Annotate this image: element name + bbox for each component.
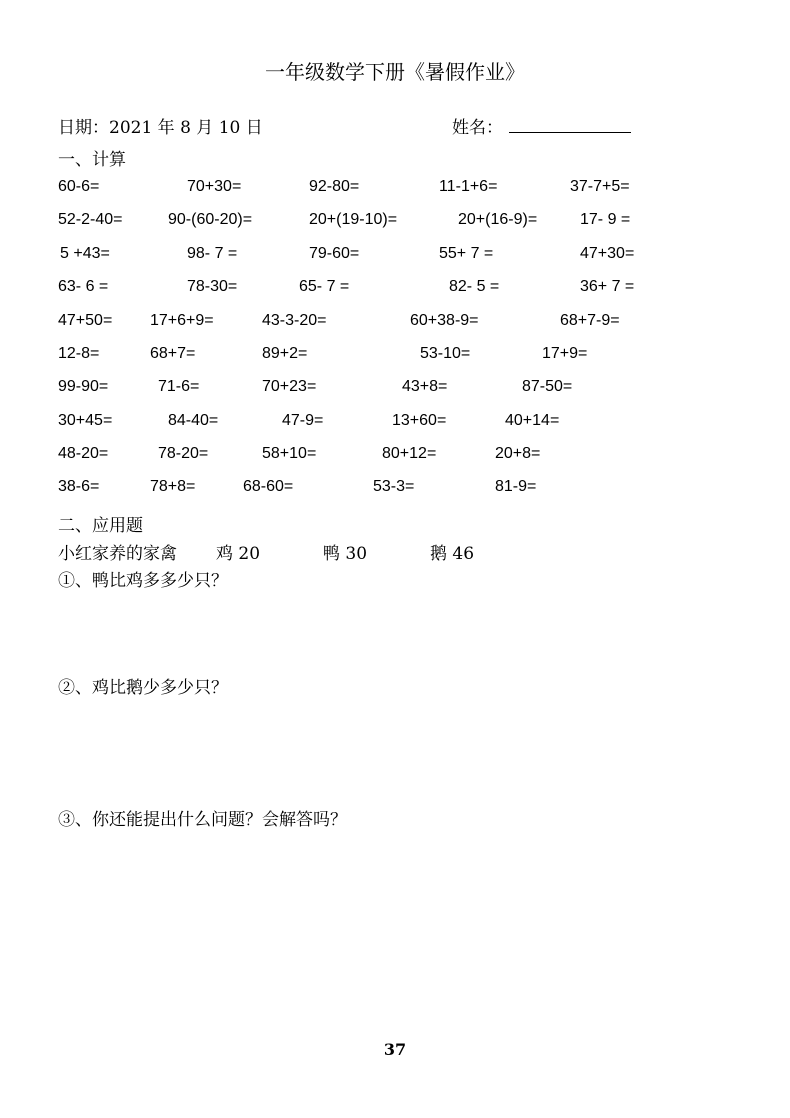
calc-problem: 70+30= <box>187 178 242 195</box>
name-label: 姓名： <box>452 118 503 138</box>
question-3: ③、你还能提出什么问题？会解答吗？ <box>58 810 347 830</box>
animal-goose: 鹅 46 <box>430 544 475 564</box>
calc-problem: 60-6= <box>58 178 100 195</box>
question-1: ①、鸭比鸡多多少只？ <box>58 571 228 591</box>
calc-problem: 5 +43= <box>60 245 110 262</box>
calc-problem: 53-10= <box>420 345 471 362</box>
calc-problem: 65- 7 = <box>299 278 350 295</box>
calc-problem: 81-9= <box>495 478 537 495</box>
calc-problem: 13+60= <box>392 412 447 429</box>
calc-problem: 30+45= <box>58 412 113 429</box>
name-field <box>452 113 631 138</box>
calc-problem: 89+2= <box>262 345 308 362</box>
calc-problem: 36+ 7 = <box>580 278 635 295</box>
calc-problem: 92-80= <box>309 178 360 195</box>
page-number: 37 <box>383 1040 407 1059</box>
calc-problem: 68+7= <box>150 345 196 362</box>
calc-problem: 52-2-40= <box>58 211 123 228</box>
calc-problem: 87-50= <box>522 378 573 395</box>
calc-problem: 47-9= <box>282 412 324 429</box>
calc-problem: 68-60= <box>243 478 294 495</box>
calc-problem: 84-40= <box>168 412 219 429</box>
calc-problem: 48-20= <box>58 445 109 462</box>
calc-problem: 80+12= <box>382 445 437 462</box>
calc-problem: 60+38-9= <box>410 312 479 329</box>
date-line: 日期：2021 年 8 月 10 日 <box>58 118 263 138</box>
calc-problem: 53-3= <box>373 478 415 495</box>
calc-problem: 40+14= <box>505 412 560 429</box>
calc-problem: 55+ 7 = <box>439 245 494 262</box>
calc-problem: 58+10= <box>262 445 317 462</box>
calc-problem: 17+9= <box>542 345 588 362</box>
calc-problem: 11-1+6= <box>439 178 498 195</box>
calc-problem: 78-30= <box>187 278 238 295</box>
word-problem-intro: 小红家养的家禽 <box>58 544 177 564</box>
calc-problem: 20+(16-9)= <box>458 211 538 228</box>
calc-problem: 12-8= <box>58 345 100 362</box>
calc-problem: 43+8= <box>402 378 448 395</box>
question-2: ②、鸡比鹅少多少只？ <box>58 678 228 698</box>
section2-heading: 二、应用题 <box>58 516 143 536</box>
calc-problem: 68+7-9= <box>560 312 620 329</box>
calc-problem: 37-7+5= <box>570 178 630 195</box>
calc-problem: 17+6+9= <box>150 312 214 329</box>
calc-problem: 47+30= <box>580 245 635 262</box>
calc-problem: 71-6= <box>158 378 200 395</box>
calc-problem: 20+8= <box>495 445 541 462</box>
calc-problem: 63- 6 = <box>58 278 109 295</box>
calc-problem: 78-20= <box>158 445 209 462</box>
calc-problem: 70+23= <box>262 378 317 395</box>
section1-heading: 一、计算 <box>58 150 126 170</box>
calc-problem: 99-90= <box>58 378 109 395</box>
name-blank-line[interactable] <box>509 114 631 133</box>
page-title: 一年级数学下册《暑假作业》 <box>265 60 525 84</box>
calc-problem: 90-(60-20)= <box>168 211 253 228</box>
animal-chicken: 鸡 20 <box>216 544 261 564</box>
calc-problem: 17- 9 = <box>580 211 631 228</box>
calc-problem: 82- 5 = <box>449 278 500 295</box>
calc-problem: 47+50= <box>58 312 113 329</box>
calc-problem: 79-60= <box>309 245 360 262</box>
calc-problem: 43-3-20= <box>262 312 327 329</box>
calc-problem: 38-6= <box>58 478 100 495</box>
calc-problem: 20+(19-10)= <box>309 211 398 228</box>
calc-problem: 78+8= <box>150 478 196 495</box>
calc-problem: 98- 7 = <box>187 245 238 262</box>
animal-duck: 鸭 30 <box>323 544 368 564</box>
